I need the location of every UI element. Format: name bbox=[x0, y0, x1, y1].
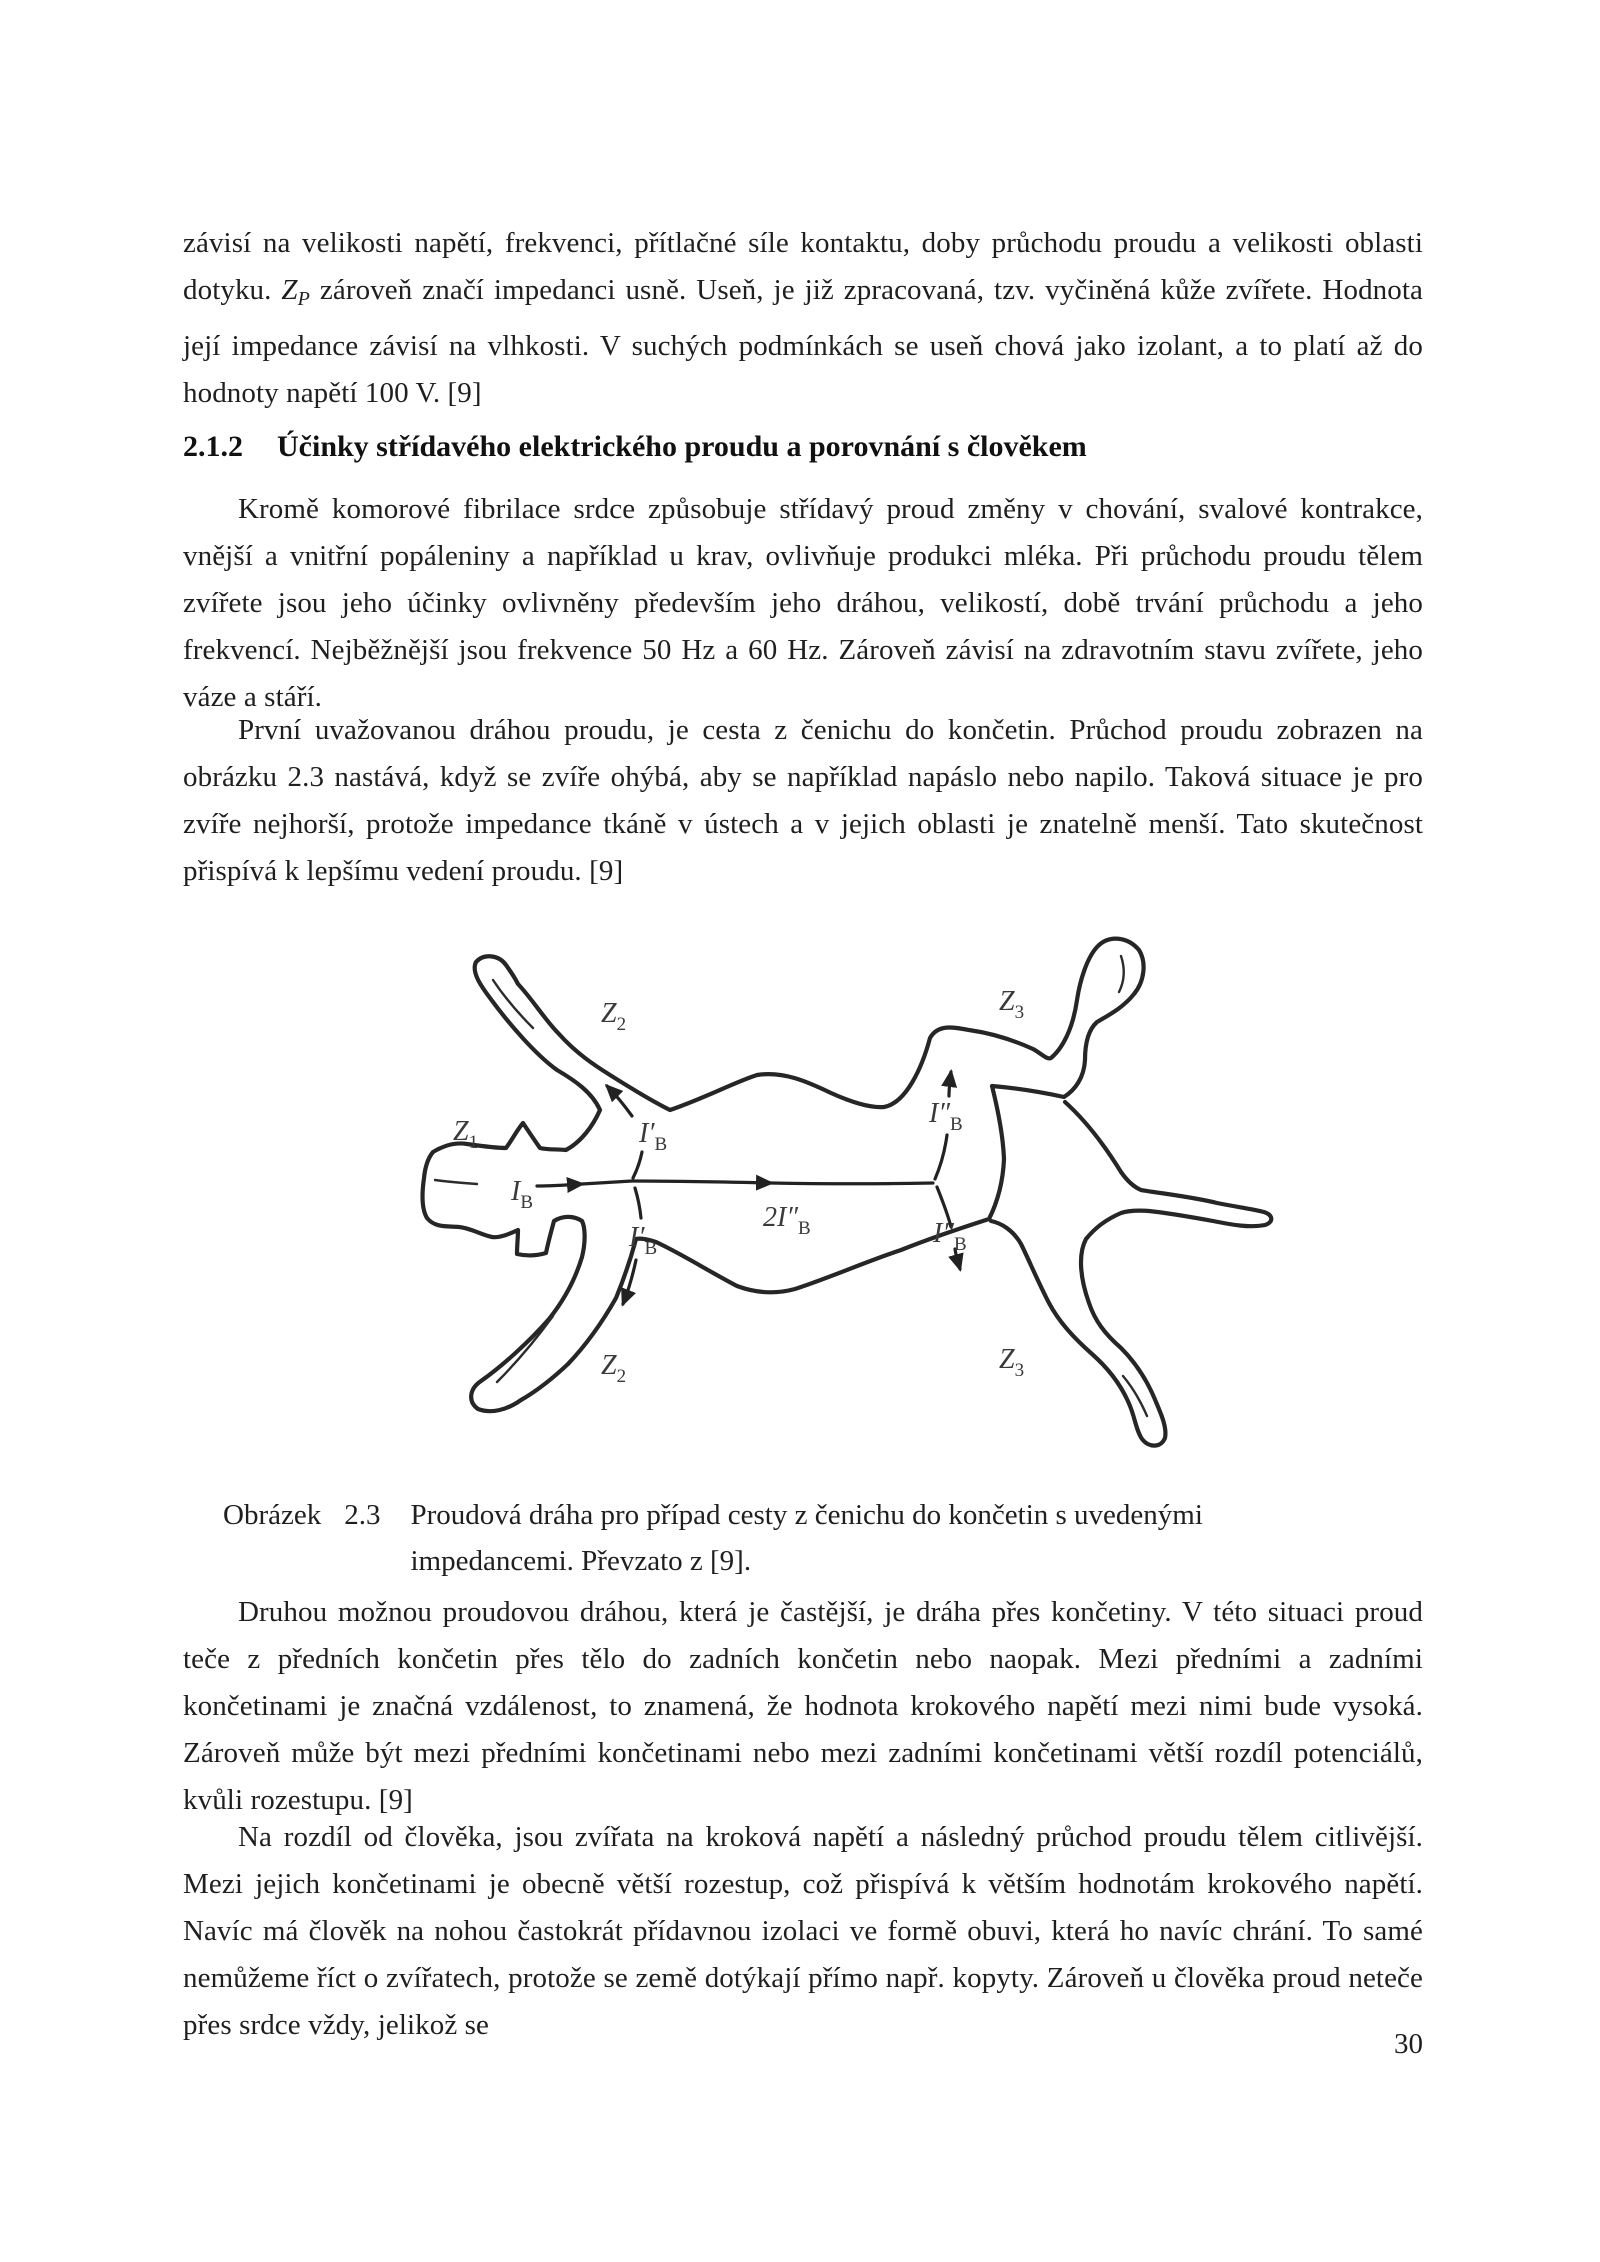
figure-label-z3-top: $Z_3$ bbox=[999, 986, 1025, 1023]
intro-text-2: zároveň značí impedanci usně. Useň, je již zpracovaná, tzv. vyčiněná kůže zvířete. Hodnota její impedance závisí na vlhkosti. V suchých podmínkách se useň chová jako izolant, a to platí až do hodnoty napětí 100 V. [9] bbox=[183, 274, 1424, 409]
paragraph-effects: Kromě komorové fibrilace srdce způsobuje střídavý proud změny v chování, svalové kontrakce, vnější a vnitřní popáleniny a například u krav, ovlivňuje produkci mléka. Při průchodu proudu tělem zvířete jsou jeho účinky ovlivněny především jeho dráhou, velikostí, době trvání průchodu a jeho frekvencí. Nejběžnější jsou frekvence 50 Hz a 60 Hz. Zároveň závisí na zdravotním stavu zvířete, jeho váze a stáří. bbox=[183, 493, 1423, 713]
intro-text-1: závisí na velikosti napětí, frekvenci, přítlačné síle kontaktu, doby průchodu proudu a velikosti oblasti dotyku. bbox=[183, 227, 1423, 306]
caption-label: Obrázek bbox=[223, 1499, 322, 1531]
figure-label-z1: $Z_1$ bbox=[453, 1116, 479, 1153]
paragraph-intro bbox=[183, 220, 1423, 417]
mouth-line bbox=[435, 1180, 477, 1184]
figure-label-ib-dprime-top: $I''_B$ bbox=[929, 1098, 963, 1135]
paragraph-second-path: Druhou možnou proudovou dráhou, která je častější, je dráha přes končetiny. V této situaci proud teče z předních končetin přes tělo do zadních končetin nebo naopak. Mezi předními a zadními končetinami je značná vzdálenost, to znamená, že hodnota krokového napětí mezi nimi bude vysoká. Zároveň může být mezi předními končetinami nebo mezi zadními končetinami větší rozdíl potenciálů, kvůli rozestupu. [9] bbox=[183, 1596, 1423, 1816]
figure-label-z2-top: $Z_2$ bbox=[601, 998, 627, 1035]
figure-label-2ib-dprime: $2I''_B$ bbox=[763, 1202, 811, 1239]
section-heading bbox=[183, 430, 1423, 464]
current-branch-front-upper-b bbox=[607, 1086, 632, 1116]
figure-caption bbox=[223, 1492, 1433, 1584]
front-right-hoof-crease bbox=[1119, 956, 1124, 992]
figure-cow-current-diagram bbox=[285, 920, 1325, 1480]
caption-text: Proudová dráha pro případ cesty z čenichu do končetin s uvedenými impedancemi. Převzato z [9]. bbox=[410, 1499, 1203, 1577]
page-number: 30 bbox=[1394, 2028, 1423, 2060]
figure-label-ib: $I_B$ bbox=[511, 1176, 534, 1213]
paragraph-human-comparison: Na rozdíl od člověka, jsou zvířata na kroková napětí a následný průchod proudu tělem citlivější. Mezi jejich končetinami je obecně větší rozestup, což přispívá k větším hodnotám krokového napětí. Navíc má člověk na nohou častokrát přídavnou izolaci ve formě obuvi, která ho navíc chrání. To samé nemůžeme říct o zvířatech, protože se země dotýkají přímo např. kopyty. Zároveň u člověka proud neteče přes srdce vždy, jelikož se bbox=[183, 1821, 1423, 2041]
section-title: Účinky střídavého elektrického proudu a porovnání s člověkem bbox=[277, 430, 1087, 463]
rear-left-leg-crease bbox=[497, 1316, 553, 1382]
current-main-segment-4 bbox=[771, 1183, 933, 1184]
figure-label-ib-prime-top: $I'_B$ bbox=[639, 1118, 668, 1155]
cow-diagram-svg bbox=[285, 920, 1325, 1480]
current-main-segment bbox=[537, 1184, 582, 1186]
figure-label-z2-bottom: $Z_2$ bbox=[601, 1350, 627, 1387]
figure-label-ib-prime-bottom: $I'_B$ bbox=[629, 1222, 658, 1259]
current-branch-front-lower-a bbox=[635, 1188, 641, 1218]
impedance-symbol-zp: Z bbox=[281, 274, 298, 306]
current-main-segment-3 bbox=[632, 1181, 771, 1183]
impedance-symbol-zp-sub: P bbox=[297, 288, 310, 310]
current-branch-rear-upper-a bbox=[935, 1135, 947, 1179]
current-main-segment-2 bbox=[582, 1181, 632, 1184]
current-branch-rear-upper-b bbox=[949, 1072, 951, 1096]
cow-rump-tail-outline bbox=[991, 1102, 1271, 1446]
current-branch-front-upper-a bbox=[633, 1152, 642, 1178]
cow-drawing bbox=[422, 939, 1271, 1446]
cow-body-outline bbox=[422, 939, 1143, 1412]
figure-label-z3-bottom: $Z_3$ bbox=[999, 1344, 1025, 1381]
section-number: 2.1.2 bbox=[183, 430, 243, 463]
figure-label-ib-dprime-bottom: $I''_B$ bbox=[933, 1218, 967, 1255]
paragraph-first-path: První uvažovanou dráhou proudu, je cesta z čenichu do končetin. Průchod proudu zobrazen na obrázku 2.3 nastává, když se zvíře ohýbá, aby se například napáslo nebo napilo. Taková situace je pro zvíře nejhorší, protože impedance tkáně v ústech a v jejich oblasti je znatelně menší. Tato skutečnost přispívá k lepšímu vedení proudu. [9] bbox=[183, 714, 1423, 887]
front-left-leg-crease bbox=[493, 980, 533, 1028]
caption-number: 2.3 bbox=[344, 1499, 381, 1531]
